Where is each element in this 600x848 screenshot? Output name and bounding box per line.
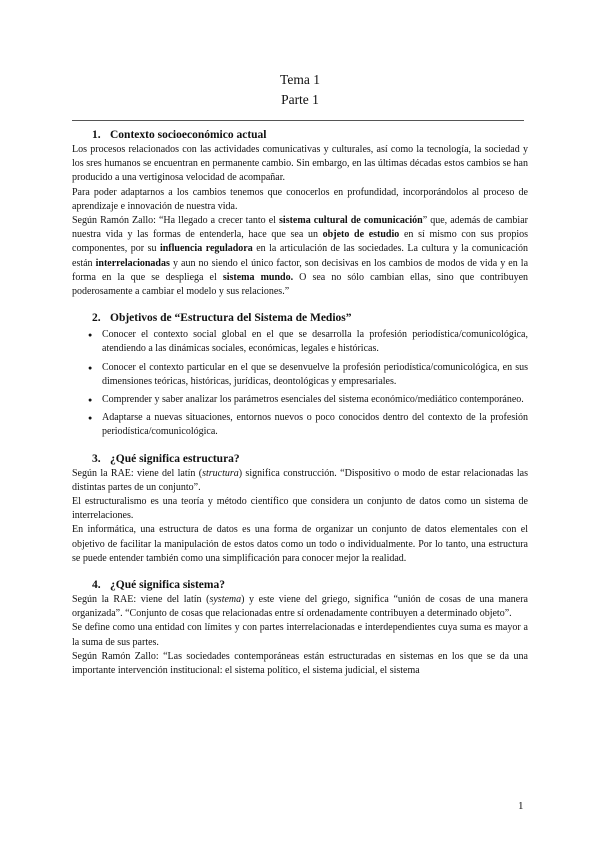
paragraph	[72, 186, 528, 214]
text-run: Según la RAE: viene del latín (	[72, 467, 203, 479]
list-item: ● Conocer el contexto particular en el que se desenvuelve la profesión periodística/comunicológica, en sus dimensiones teóricas, históricas, jurídicas, deontológicas y empresariales.	[72, 361, 528, 389]
bold-text: objeto de estudio	[322, 229, 400, 241]
section-3	[72, 452, 528, 566]
header-divider	[72, 120, 524, 121]
text-run: en la articulación de las sociedades. La cultura y la comunicación están	[72, 243, 528, 269]
section-4	[72, 578, 528, 678]
section-number: 4.	[92, 579, 101, 592]
paragraph	[72, 467, 528, 495]
document-subtitle: Parte 1	[281, 92, 319, 107]
section-heading-text: ¿Qué significa sistema?	[110, 579, 225, 592]
section-heading-text: Contexto socioeconómico actual	[110, 129, 267, 141]
section-heading	[72, 578, 528, 593]
list-item: ● Conocer el contexto social global en el que se desarrolla la profesión periodística/comunicológica, atendiendo a las dinámicas sociales, económicas, legales e históricas.	[72, 328, 528, 356]
text-run: Se define como una entidad con límites y con partes interrelacionadas e interdependientes cuya suma es mayor a la suma de sus partes.	[72, 622, 528, 648]
section-2	[72, 311, 528, 439]
section-heading-text: ¿Qué significa estructura?	[110, 452, 240, 465]
text-run: Según la RAE: viene del latín (	[72, 594, 210, 606]
text-run: Según Ramón Zallo: “Las sociedades contemporáneas están estructuradas en sistemas en los que se da una importante intervención institucional: el sistema político, el sistema judicial, el sistema	[72, 650, 528, 677]
text-run: ” que, además de cambiar nuestra vida y las formas de entenderla, hace que sea un	[72, 215, 528, 241]
text-run: ) y este viene del griego, significa “unión de cosas de una manera organizada”. “Conjunto de cosas que relacionadas entre sí ordenadamente contribuyen a determinado objeto”.	[72, 594, 528, 620]
text-run: en sí mismo con sus propios componentes, por su	[72, 229, 528, 255]
text-run: O sea no sólo cambian ellas, sino que contribuyen poderosamente a cambiar el modelo y sus relaciones.”	[72, 271, 529, 298]
italic-text: systema	[209, 594, 242, 606]
section-number: 3.	[92, 452, 101, 465]
section-number: 1.	[92, 129, 101, 141]
paragraph	[72, 593, 528, 621]
section-heading-text: Objetivos de “Estructura del Sistema de Medios”	[110, 312, 352, 325]
paragraph	[72, 143, 528, 186]
section-1	[72, 128, 528, 299]
text-run: El estructuralismo es una teoría y método científico que considera un conjunto de datos como un sistema de interrelaciones.	[72, 496, 528, 522]
paragraph	[72, 214, 528, 299]
bold-text: influencia reguladora	[159, 243, 253, 255]
text-run: Según Ramón Zallo: “Ha llegado a crecer tanto el	[72, 215, 280, 227]
list-item: ● Adaptarse a nuevas situaciones, entornos nuevos o poco conocidos dentro del contexto de la profesión periodística/comunicológica.	[72, 411, 528, 439]
text-run: Los procesos relacionados con las actividades comunicativas y culturales, así como la tecnología, la sociedad y los sres humanos se encuentran en permanente cambio. Sin embargo, en las últimas décadas estos cambios se han producido a una vertiginosa velocidad de acompañar.	[72, 144, 528, 184]
objectives-list	[72, 328, 528, 439]
text-run: ) significa construcción. “Dispositivo o modo de estar relacionadas las distintas partes de un conjunto”.	[72, 467, 528, 493]
bold-text: sistema cultural de comunicación	[279, 215, 423, 227]
document-title: Tema 1	[280, 72, 320, 87]
italic-text: structura	[202, 467, 239, 479]
section-number: 2.	[92, 312, 101, 325]
paragraph	[72, 621, 528, 649]
bold-text: sistema mundo.	[222, 271, 294, 283]
section-heading	[72, 452, 528, 467]
page-number: 1	[518, 800, 524, 812]
text-run: En informática, una estructura de datos es una forma de organizar un conjunto de datos elementales con el objetivo de facilitar la manipulación de estos datos como un todo o individualmente. Por lo tanto, una estructura se puede entender también como una simplificación para conocer mejor la realidad.	[72, 524, 528, 564]
section-heading	[72, 128, 528, 143]
paragraph	[72, 495, 528, 523]
text-run: Para poder adaptarnos a los cambios tenemos que conocerlos en profundidad, incorporándolos al proceso de aprendizaje e innovación de nuestra vida.	[72, 186, 528, 212]
document-body	[72, 128, 528, 678]
section-heading	[72, 311, 528, 326]
paragraph	[72, 523, 528, 566]
list-item: ● Comprender y saber analizar los parámetros esenciales del sistema económico/mediático contemporáneo.	[72, 393, 528, 407]
paragraph	[72, 650, 528, 678]
text-run: y aun no siendo el único factor, son decisivas en los cambios de modos de vida y en la forma en la que se despliega el	[72, 257, 529, 283]
bold-text: interrelacionadas	[95, 257, 170, 269]
